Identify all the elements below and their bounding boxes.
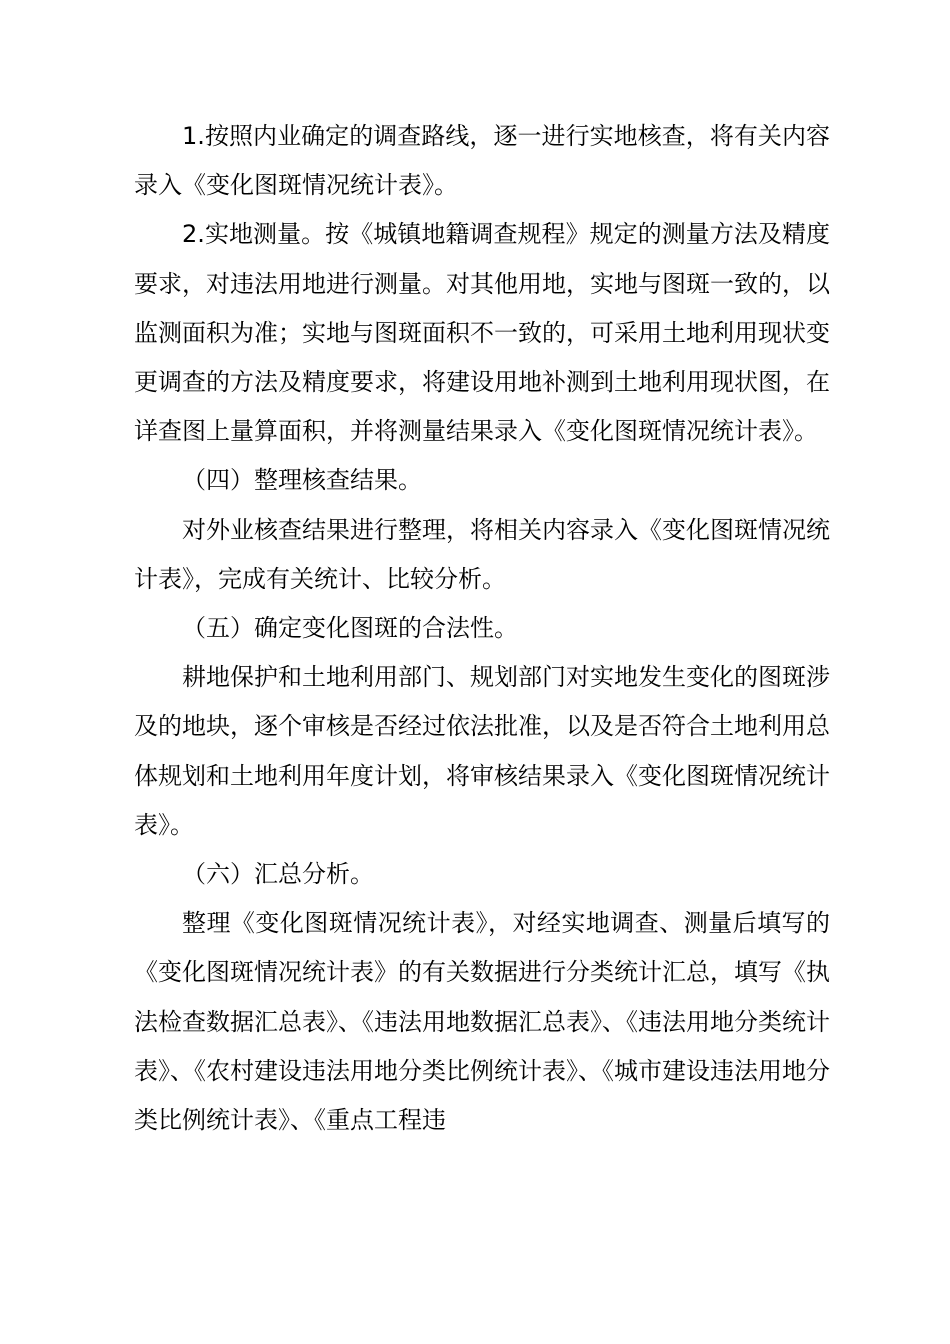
- section-4-heading: （四）整理核查结果。: [182, 466, 422, 495]
- step-2-paragraph: 2.实地测量。按《城镇地籍调查规程》规定的测量方法及精度要求，对违法用地进行测量。对其他用地，实地与图斑一致的，以监测面积为准；实地与图斑面积不一致的，可采用土地利用现状变更调查的方法及精度要求，将建设用地补测到土地利用现状图，在详查图上量算面积，并将测量结果录入《变化图斑情况统计表》。: [134, 220, 830, 446]
- section-4-body: 对外业核查结果进行整理，将相关内容录入《变化图斑情况统计表》，完成有关统计、比较分析。: [134, 515, 830, 593]
- section-5-body: 耕地保护和土地利用部门、规划部门对实地发生变化的图斑涉及的地块，逐个审核是否经过依法批准，以及是否符合土地利用总体规划和土地利用年度计划，将审核结果录入《变化图斑情况统计表》。: [134, 663, 830, 839]
- document-body: [134, 112, 830, 1145]
- section-6-heading: （六）汇总分析。: [182, 860, 374, 889]
- step-1-paragraph: 1.按照内业确定的调查路线，逐一进行实地核查，将有关内容录入《变化图斑情况统计表》。: [134, 122, 830, 200]
- section-5-heading: （五）确定变化图斑的合法性。: [182, 614, 518, 643]
- section-6-body: 整理《变化图斑情况统计表》，对经实地调查、测量后填写的《变化图斑情况统计表》的有关数据进行分类统计汇总，填写《执法检查数据汇总表》、《违法用地数据汇总表》、《违法用地分类统计表》、《农村建设违法用地分类比例统计表》、《城市建设违法用地分类比例统计表》、《重点工程违: [134, 909, 830, 1135]
